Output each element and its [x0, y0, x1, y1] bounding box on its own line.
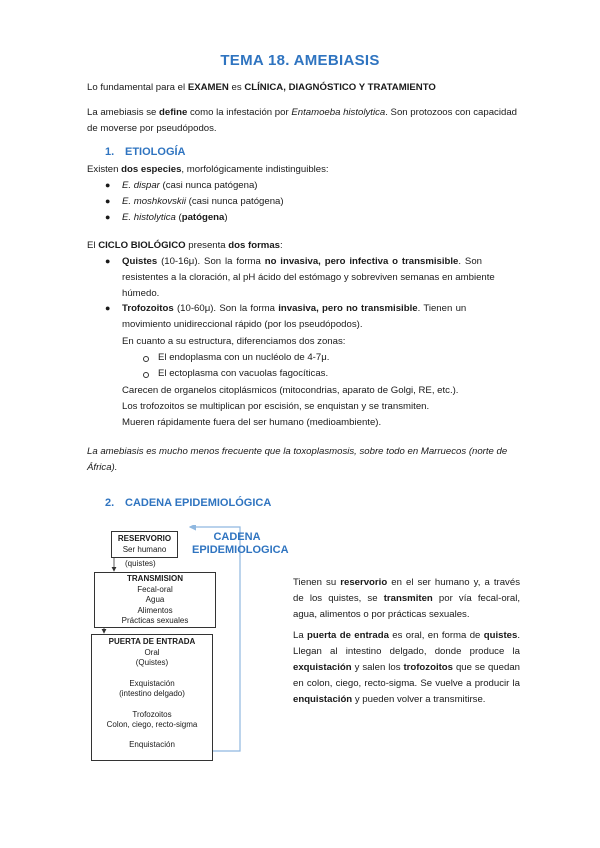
p2-c: es oral, en forma de [388, 630, 484, 641]
p1-c: en el ser humano y, a través de los quistes, se [293, 577, 520, 604]
reservorio-box [111, 531, 178, 558]
p2-k: y pueden volver a transmitirse. [352, 694, 486, 705]
circle-bullet-icon [143, 356, 149, 362]
diagram-title-line2: EPIDEMIOLOGICA [192, 544, 289, 556]
trofozoitos-label: Trofozoitos [132, 709, 172, 719]
p1-d: transmiten [383, 593, 433, 604]
p2-b: puerta de entrada [307, 630, 389, 641]
bullet-icon: ● [105, 196, 111, 206]
species-note: (casi nunca patógena) [159, 180, 258, 191]
puerta-box [91, 634, 213, 761]
definition-pre: La amebiasis se [87, 107, 160, 118]
diagram-title [192, 531, 289, 557]
p1-e: por vía fecal-oral, agua, alimentos o por prácticas sexuales. [293, 593, 520, 620]
intro-mid: es [228, 82, 245, 93]
puerta-item: (Quistes) [135, 658, 169, 667]
localizacion-label: Colon, ciego, recto-sigma [106, 720, 198, 729]
p2-h: trofozoitos [403, 662, 453, 673]
quistes-end: . Son [458, 256, 483, 267]
trofozoitos-line2: movimiento unidireccional rápido (por los pseudópodos). [122, 319, 363, 330]
trofozoitos-extra: Mueren rápidamente fuera del ser humano (medioambiente). [122, 417, 382, 428]
p2-g: y salen los [351, 662, 404, 673]
definition-bold: define [159, 107, 188, 118]
species-lead-pre: Existen [87, 164, 122, 175]
definition-mid: como la infestación por [187, 107, 292, 118]
species-item [122, 194, 284, 210]
zones-lead: En cuanto a su estructura, diferenciamos dos zonas: [122, 336, 346, 347]
species-item [122, 178, 257, 194]
quistes-size: (10-16μ). Son la forma [157, 256, 265, 267]
intro-topics: CLÍNICA, DIAGNÓSTICO Y TRATAMIENTO [244, 82, 436, 93]
bullet-icon: ● [105, 180, 111, 190]
transmision-box [94, 572, 216, 628]
species-name: E. moshkovskii [122, 196, 186, 207]
species-note: (casi nunca patógena) [185, 196, 284, 207]
species-lead-post: , morfológicamente indistinguibles: [181, 164, 329, 175]
species-lead-bold: dos especies [121, 164, 182, 175]
p2-f: exquistación [293, 662, 352, 673]
trofozoitos-end: . Tienen un [417, 303, 467, 314]
quistes-line3: húmedo. [122, 288, 160, 299]
intro-exam: EXAMEN [187, 82, 229, 93]
page-title: TEMA 18. AMEBIASIS [220, 52, 380, 69]
species-note-bold: patógena [181, 212, 225, 223]
diagram-title-line1: CADENA [213, 531, 261, 543]
transmision-item: Alimentos [137, 605, 173, 615]
puerta-item: Oral [144, 647, 160, 657]
species-lead [87, 162, 329, 178]
intro-line [87, 80, 436, 96]
species-name: E. histolytica [122, 212, 176, 223]
species-name: E. dispar [122, 180, 160, 191]
transmision-title: TRANSMISION [127, 574, 183, 583]
quistes-line2: resistentes a la cloración, al pH ácido del estómago y sobreviven semanas en ambiente [122, 272, 495, 283]
quistes-name: Quistes [122, 256, 158, 267]
puerta-title: PUERTA DE ENTRADA [108, 637, 196, 646]
definition-species: Entamoeba histolytica [291, 107, 386, 118]
section2-number: 2. [105, 497, 115, 509]
note-line1: La amebiasis es mucho menos frecuente que la toxoplasmosis, sobre todo en Marruecos (norte de [87, 446, 508, 457]
section2-heading [105, 497, 271, 509]
p1-a: Tienen su [293, 577, 341, 588]
circle-bullet-icon [143, 372, 149, 378]
cycle-bold1: CICLO BIOLÓGICO [98, 240, 186, 251]
reservorio-title: RESERVORIO [117, 534, 172, 543]
reservorio-item: Ser humano [122, 544, 167, 554]
cycle-pre: El [87, 240, 99, 251]
transmision-item: Agua [145, 595, 165, 604]
cycle-bold2: dos formas [228, 240, 281, 251]
bullet-icon: ● [105, 303, 111, 313]
enquistacion-label: Enquistación [129, 739, 175, 749]
reservorio-paragraph [293, 575, 520, 623]
p2-e: . Llegan al intestino delgado, donde produce la [293, 630, 520, 657]
intro-pre: Lo fundamental para el [87, 82, 188, 93]
note-line2: África). [87, 462, 118, 473]
puerta-paragraph [293, 628, 520, 708]
p2-a: La [293, 630, 308, 641]
transmision-item: Fecal-oral [137, 584, 173, 594]
cycle-post: : [280, 240, 283, 251]
section2-title: CADENA EPIDEMIOLÓGICA [125, 497, 272, 509]
trofozoitos-line1 [122, 301, 518, 317]
species-item: E. histolytica (patógena) [122, 212, 228, 223]
trofozoitos-extra: Carecen de organelos citoplásmicos (mitocondrias, aparato de Golgi, RE, etc.). [122, 385, 459, 396]
definition-paragraph [87, 105, 517, 137]
zone-item: El endoplasma con un nucléolo de 4-7μ. [158, 352, 330, 363]
exquistacion-label: Exquistación [129, 678, 175, 688]
quistes-label: (quistes) [125, 559, 156, 568]
cycle-lead [87, 238, 283, 254]
trofozoitos-bold: invasiva, pero no transmisible [278, 303, 418, 314]
trofozoitos-extra: Los trofozoitos se multiplican por escisión, se enquistan y se transmiten. [122, 401, 430, 412]
section1-heading [105, 146, 186, 158]
bullet-icon: ● [105, 212, 111, 222]
quistes-line1 [122, 254, 518, 270]
trofozoitos-name: Trofozoitos [122, 303, 174, 314]
p2-j: enquistación [293, 694, 353, 705]
trofozoitos-size: (10-60μ). Son la forma [173, 303, 279, 314]
bullet-icon: ● [105, 256, 111, 266]
p2-i: que se quedan en colon, ciego, recto-sigma. Se vuelve a producir la [293, 662, 520, 689]
section1-number: 1. [105, 146, 115, 158]
p2-d: quistes [483, 630, 518, 641]
intestino-label: (intestino delgado) [119, 689, 185, 698]
definition-post: . Son protozoos con capacidad de moverse por pseudópodos. [87, 107, 517, 134]
cycle-mid: presenta [185, 240, 229, 251]
zone-item: El ectoplasma con vacuolas fagocíticas. [158, 368, 329, 379]
quistes-bold: no invasiva, pero infectiva o transmisible [264, 256, 459, 267]
section1-title: ETIOLOGÍA [125, 146, 186, 158]
p1-b: reservorio [340, 577, 388, 588]
transmision-item: Prácticas sexuales [121, 616, 189, 625]
